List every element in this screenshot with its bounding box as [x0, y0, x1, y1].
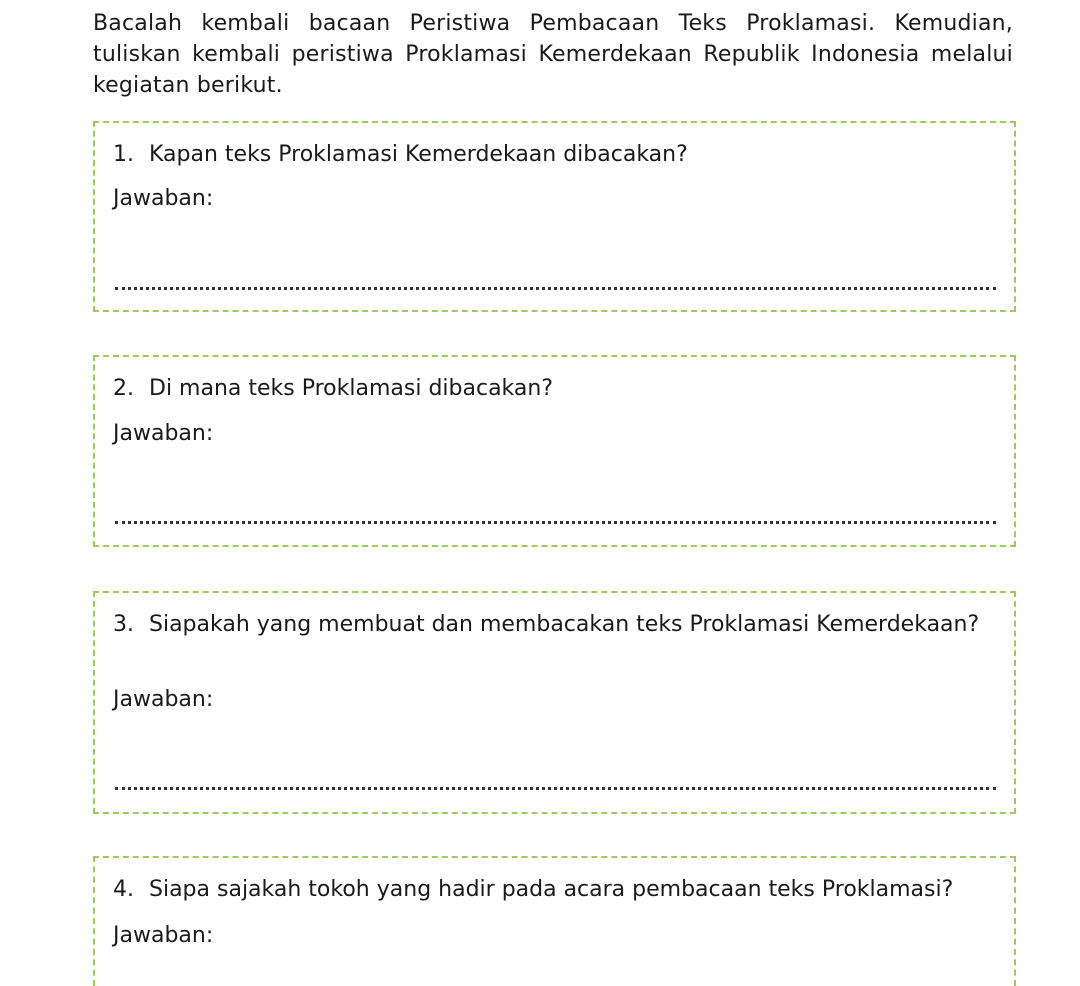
- question-number: 1.: [113, 142, 134, 167]
- question-text: Siapa sajakah tokoh yang hadir pada acara pembacaan teks Proklamasi?: [149, 877, 954, 902]
- question-text: Di mana teks Proklamasi dibacakan?: [149, 376, 554, 401]
- question-box-3: [93, 591, 1016, 814]
- answer-line[interactable]: [115, 787, 996, 790]
- instruction-text: Bacalah kembali bacaan Peristiwa Pembacaan Teks Proklamasi. Kemudian, tuliskan kembali peristiwa Proklamasi Kemerdekaan Republik Indonesia melalui kegiatan berikut.: [93, 11, 1013, 98]
- question-box-4: [93, 856, 1016, 986]
- question-1: [113, 139, 996, 170]
- question-number: 2.: [113, 376, 134, 401]
- question-box-1: [93, 121, 1016, 312]
- answer-line[interactable]: [115, 521, 996, 524]
- question-4: [113, 874, 996, 905]
- question-number: 4.: [113, 877, 134, 902]
- question-text: Kapan teks Proklamasi Kemerdekaan dibacakan?: [149, 142, 688, 167]
- question-text: Siapakah yang membuat dan membacakan teks Proklamasi Kemerdekaan?: [149, 612, 980, 637]
- question-number: 3.: [113, 612, 134, 637]
- answer-label: Jawaban:: [113, 186, 214, 211]
- question-box-2: [93, 355, 1016, 547]
- answer-label: Jawaban:: [113, 923, 214, 948]
- answer-label: Jawaban:: [113, 421, 214, 446]
- question-3: [113, 609, 996, 640]
- question-2: [113, 373, 996, 404]
- answer-label: Jawaban:: [113, 687, 214, 712]
- answer-line[interactable]: [115, 287, 996, 290]
